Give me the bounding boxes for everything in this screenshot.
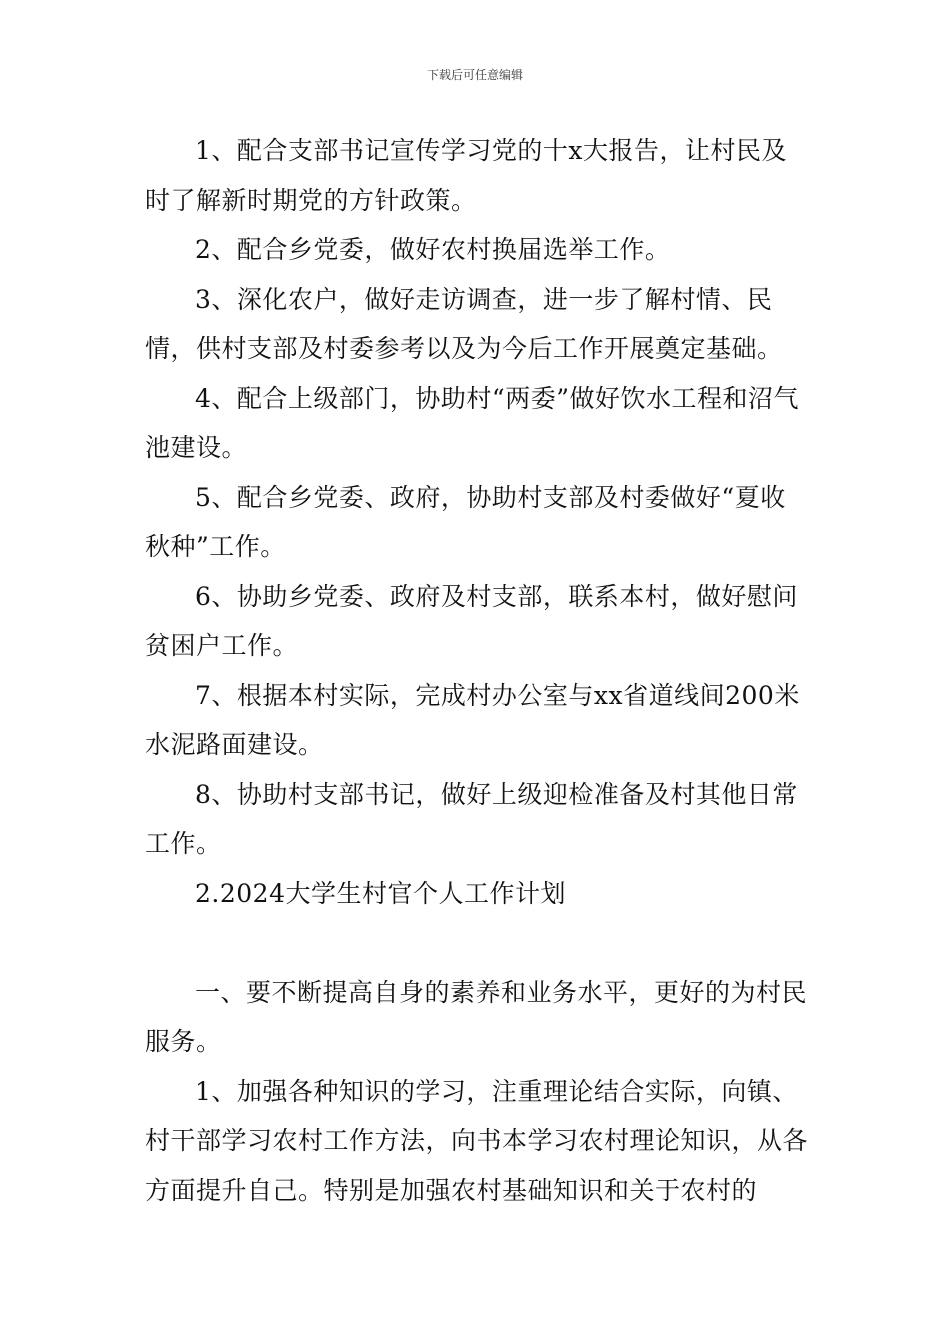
paragraph-8: 8、协助村支部书记，做好上级迎检准备及村其他日常工作。 [145, 779, 798, 858]
paragraph-2: 2、配合乡党委，做好农村换届选举工作。 [195, 235, 671, 264]
paragraph-7: 7、根据本村实际，完成村办公室与xx省道线间200米水泥路面建设。 [145, 680, 800, 759]
section-heading: 2.2024大学生村官个人工作计划 [195, 878, 566, 908]
paragraph-6: 6、协助乡党委、政府及村支部，联系本村，做好慰问贫困户工作。 [145, 581, 798, 660]
section-point-one: 一、要不断提高自身的素养和业务水平，更好的为村民服务。 [145, 977, 808, 1056]
paragraph-5: 5、配合乡党委、政府，协助村支部及村委做好“夏收秋种”工作。 [145, 482, 786, 561]
document-body [145, 126, 810, 1215]
paragraph-4: 4、配合上级部门，协助村“两委”做好饮水工程和沼气池建设。 [145, 383, 799, 462]
header-note: 下载后可任意编辑 [426, 68, 523, 82]
section-point-one-item-1: 1、加强各种知识的学习，注重理论结合实际，向镇、村干部学习农村工作方法，向书本学习农村理论知识，从各方面提升自己。特别是加强农村基础知识和关于农村的 [145, 1076, 809, 1205]
blank-line [145, 918, 810, 968]
paragraph-3: 3、深化农户，做好走访调查，进一步了解村情、民情，供村支部及村委参考以及为今后工作开展奠定基础。 [145, 284, 783, 363]
paragraph-1: 1、配合支部书记宣传学习党的十x大报告，让村民及时了解新时期党的方针政策。 [145, 136, 788, 215]
